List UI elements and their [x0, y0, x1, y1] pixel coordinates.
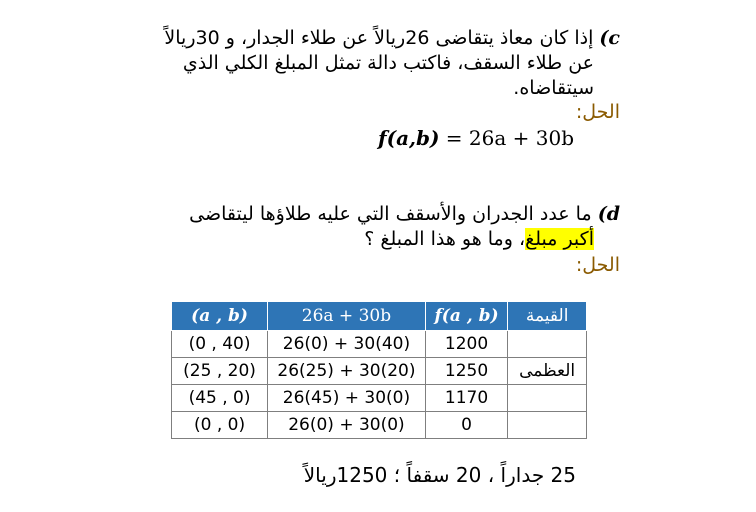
pair-cell: (0 , 40)	[172, 331, 268, 358]
header-ordered-pair	[172, 302, 268, 331]
solution-label-d: الحل:	[575, 254, 620, 276]
expression-cell: 26(25) + 30(20)	[268, 358, 426, 385]
header-expression-text: 26a + 30b	[301, 306, 392, 326]
header-ordered-pair-text: (a , b)	[191, 306, 248, 326]
question-c-text1: إذا كان معاذ يتقاضى 26ريالاً عن طلاء الجدار، و 30ريالاً	[164, 27, 594, 49]
formula-rhs: = 26a + 30b	[445, 126, 575, 150]
pair-cell: (45 , 0)	[172, 385, 268, 412]
header-function-value-text: f(a , b)	[434, 306, 499, 326]
question-c-marker: c)	[599, 27, 620, 49]
table-row	[172, 412, 587, 439]
value-cell: 1250	[425, 358, 507, 385]
label-cell	[508, 385, 587, 412]
table-row	[172, 385, 587, 412]
question-d	[150, 202, 620, 252]
question-c-marker-letter: c	[608, 27, 620, 49]
pair-cell: (25 , 20)	[172, 358, 268, 385]
function-formula	[378, 126, 574, 150]
expression-cell: 26(0) + 30(40)	[268, 331, 426, 358]
value-cell: 1200	[425, 331, 507, 358]
value-cell: 0	[425, 412, 507, 439]
question-c-line3: سيتقاضاه.	[513, 77, 594, 99]
final-answer: 25 جداراً ، 20 سقفاً ؛ 1250ريالاً	[303, 463, 576, 487]
question-d-text2: ، وما هو هذا المبلغ ؟	[364, 228, 526, 250]
header-function-value	[425, 302, 507, 331]
solution-label-c: الحل:	[575, 101, 620, 123]
value-cell: 1170	[425, 385, 507, 412]
question-d-line2	[150, 227, 594, 252]
header-expression	[268, 302, 426, 331]
formula-lhs: f(a,b)	[378, 126, 440, 150]
expression-cell: 26(45) + 30(0)	[268, 385, 426, 412]
question-c	[150, 26, 620, 101]
expression-cell: 26(0) + 30(0)	[268, 412, 426, 439]
question-d-line1	[150, 202, 620, 227]
label-cell	[508, 331, 587, 358]
question-d-text1: ما عدد الجدران والأسقف التي عليه طلاؤها ليتقاضى	[189, 203, 592, 225]
values-table	[171, 301, 587, 439]
table-header-row	[172, 302, 587, 331]
highlighted-phrase: أكبر مبلغ	[525, 228, 594, 250]
question-d-marker: d)	[597, 203, 620, 225]
question-c-line1	[150, 26, 620, 51]
label-cell: العظمى	[508, 358, 587, 385]
question-d-marker-letter: d	[606, 203, 620, 225]
table-row	[172, 331, 587, 358]
label-cell	[508, 412, 587, 439]
pair-cell: (0 , 0)	[172, 412, 268, 439]
header-value-label: القيمة	[508, 302, 587, 331]
table-row	[172, 358, 587, 385]
question-c-line2: عن طلاء السقف، فاكتب دالة تمثل المبلغ الكلي الذي	[182, 52, 594, 74]
